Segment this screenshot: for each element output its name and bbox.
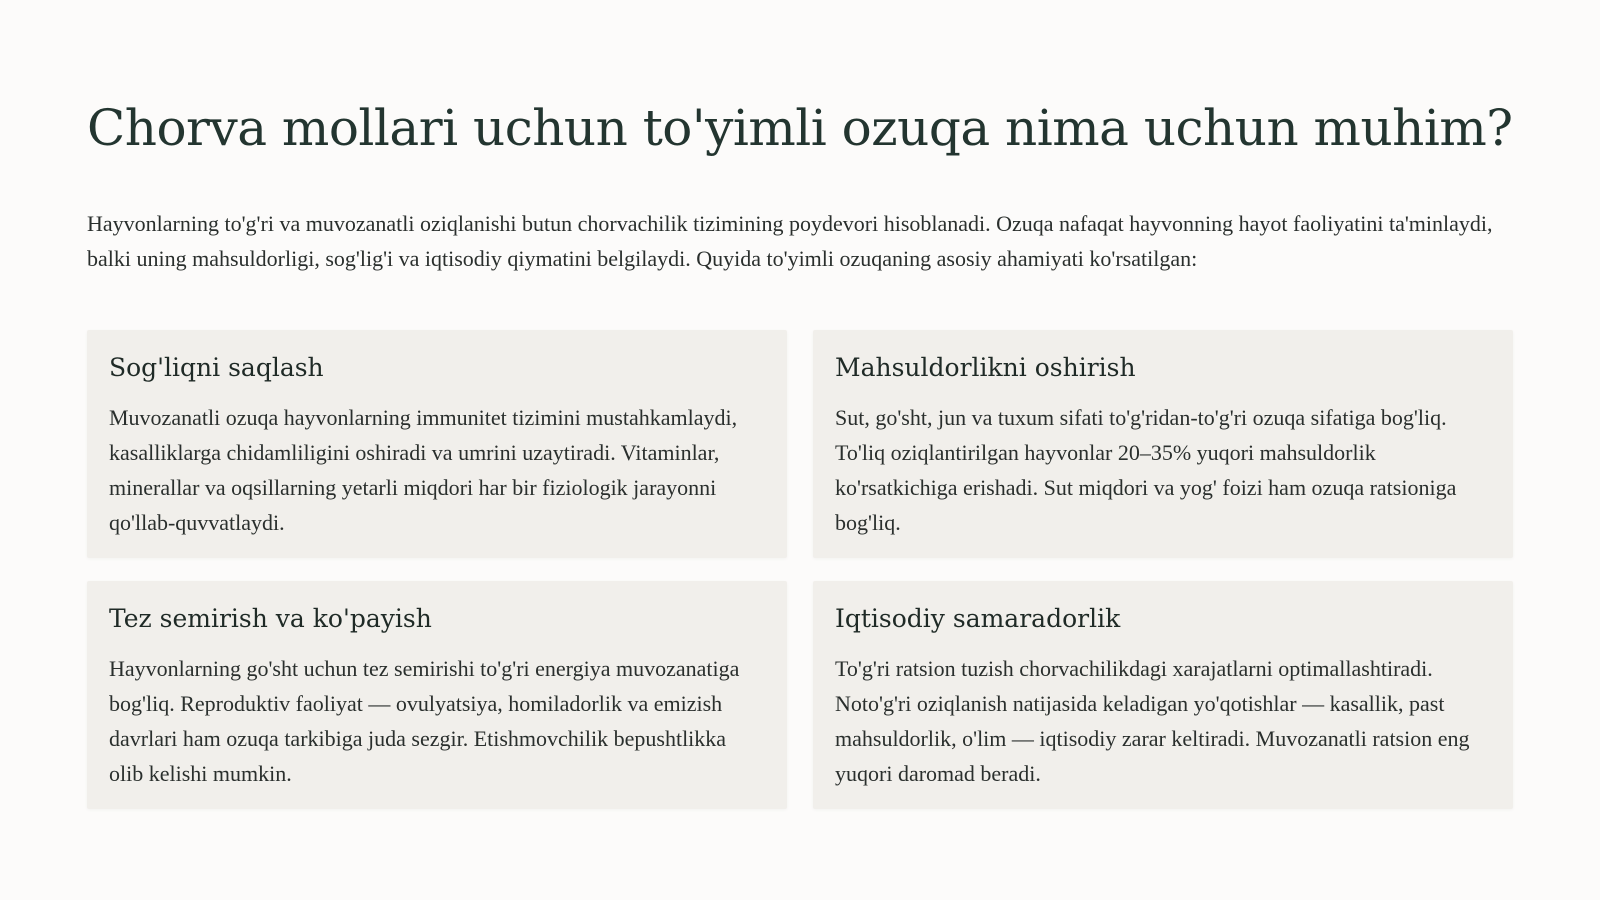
card-text: Hayvonlarning go'sht uchun tez semirishi to'g'ri energiya muvozanatiga bog'liq. Reproduktiv faoliyat — ovulyatsiya, homiladorlik va emizish davrlari ham ozuqa tarkibiga juda sezgir. Etishmovchilik bepushtlikka olib kelishi mumkin. [109, 656, 740, 786]
card-title: Tez semirish va ko'payish [109, 604, 432, 633]
intro-paragraph: Hayvonlarning to'g'ri va muvozanatli oziqlanishi butun chorvachilik tizimining poydevori hisoblanadi. Ozuqa nafaqat hayvonning hayot faoliyatini ta'minlaydi, balki uning mahsuldorligi, sog'lig'i va iqtisodiy qiymatini belgilaydi. Quyida to'yimli ozuqaning asosiy ahamiyati ko'rsatilgan: [87, 211, 1493, 271]
card-text: Muvozanatli ozuqa hayvonlarning immunitet tizimini mustahkamlaydi, kasalliklarga chidamliligini oshiradi va umrini uzaytiradi. Vitaminlar, minerallar va oqsillarning yetarli miqdori har bir fiziologik jarayonni qo'llab-quvvatlaydi. [109, 405, 738, 535]
card-text: Sut, go'sht, jun va tuxum sifati to'g'ridan-to'g'ri ozuqa sifatiga bog'liq. To'liq oziqlantirilgan hayvonlar 20–35% yuqori mahsuldorlik ko'rsatkichiga erishadi. Sut miqdori va yog' foizi ham ozuqa ratsioniga bog'liq. [835, 405, 1457, 535]
card-text: To'g'ri ratsion tuzish chorvachilikdagi xarajatlarni optimallashtiradi. Noto'g'ri oziqlanish natijasida keladigan yo'qotishlar — kasallik, past mahsuldorlik, o'lim — iqtisodiy zarar keltiradi. Muvozanatli ratsion eng yuqori daromad beradi. [835, 656, 1470, 786]
card-health [87, 330, 787, 558]
cards-grid [87, 330, 1513, 809]
page-title: Chorva mollari uchun to'yimli ozuqa nima uchun muhim? [87, 99, 1513, 157]
card-growth [87, 581, 787, 809]
card-title: Sog'liqni saqlash [109, 353, 324, 382]
card-title: Iqtisodiy samaradorlik [835, 604, 1121, 633]
card-productivity [813, 330, 1513, 558]
card-economy [813, 581, 1513, 809]
card-title: Mahsuldorlikni oshirish [835, 353, 1136, 382]
